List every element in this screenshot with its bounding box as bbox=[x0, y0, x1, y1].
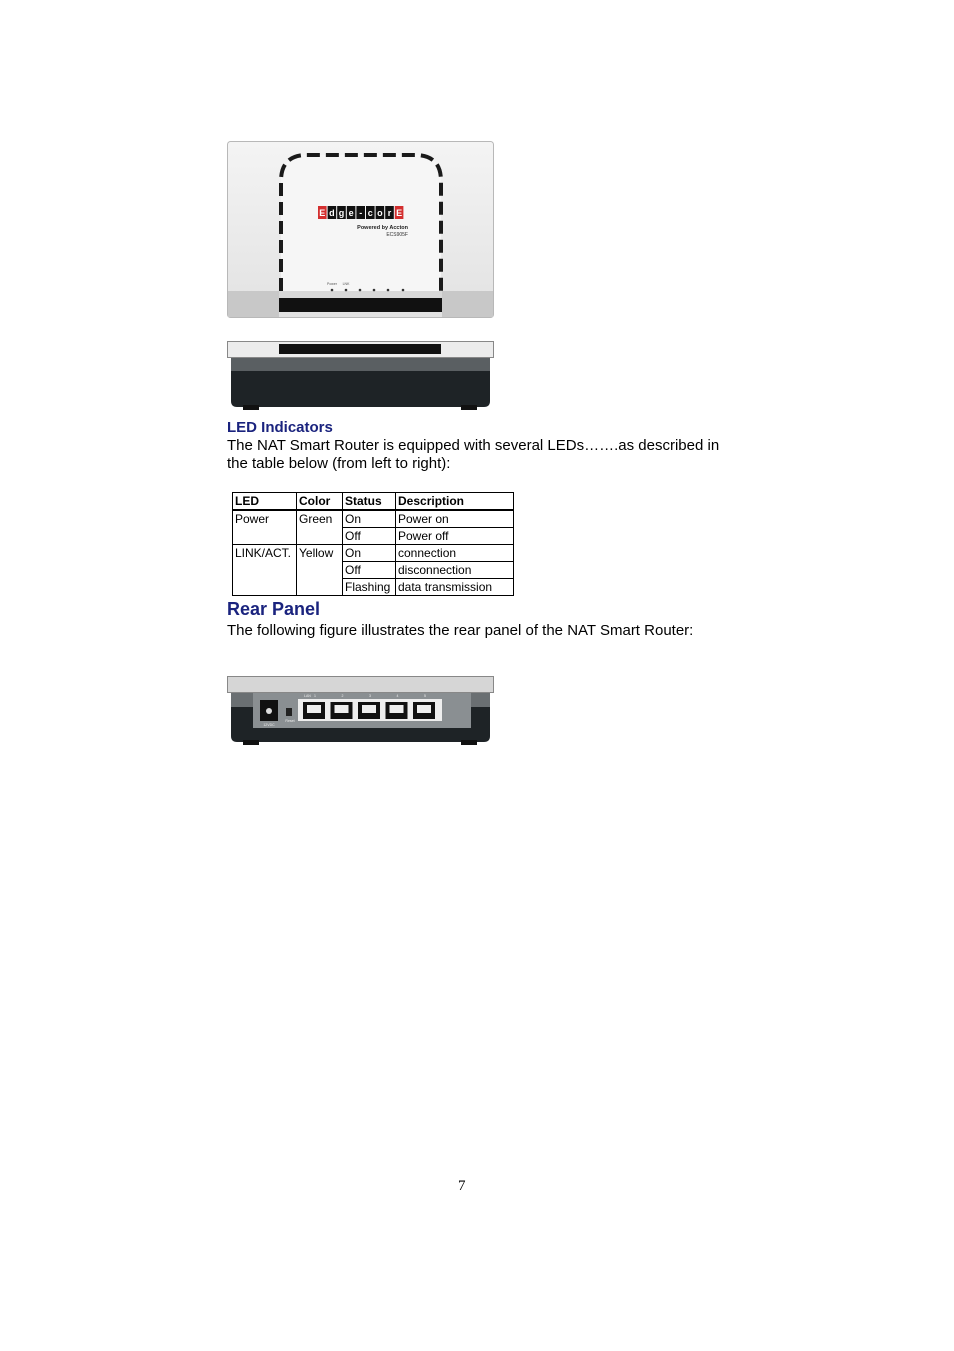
cell-status: Off bbox=[343, 528, 396, 545]
front-led-dot bbox=[387, 289, 390, 292]
cell-description: disconnection bbox=[396, 562, 514, 579]
brand-letter: g bbox=[338, 208, 345, 218]
brand-letter: d bbox=[329, 208, 335, 218]
cell-status: Off bbox=[343, 562, 396, 579]
front-led-dot bbox=[345, 289, 348, 292]
rear-port-label: 2 bbox=[341, 694, 344, 698]
front-led-dot bbox=[359, 289, 362, 292]
table-row bbox=[233, 545, 514, 562]
brand-letter: E bbox=[319, 208, 326, 218]
brand-letter: o bbox=[377, 208, 383, 218]
ethernet-port-opening bbox=[307, 705, 321, 713]
brand-letter: e bbox=[348, 208, 354, 218]
front-led-dot bbox=[373, 289, 376, 292]
brand-letter: c bbox=[367, 208, 373, 218]
rear-port-label: 3 bbox=[369, 694, 371, 698]
rear-port-label: 1 bbox=[314, 694, 316, 698]
brand-logo bbox=[318, 206, 403, 219]
cell-color: Yellow bbox=[297, 545, 343, 596]
powered-by-text: Powered by Accton bbox=[357, 225, 408, 231]
cell-status: On bbox=[343, 510, 396, 528]
brand-letter: - bbox=[359, 208, 363, 218]
led-paragraph-line-1: The NAT Smart Router is equipped with several LEDs…….as described in bbox=[227, 437, 720, 454]
ethernet-port-opening bbox=[417, 705, 431, 713]
cell-description: Power off bbox=[396, 528, 514, 545]
cell-status: Flashing bbox=[343, 579, 396, 596]
led-table bbox=[232, 492, 514, 596]
router-front-view-image bbox=[227, 341, 494, 411]
rear-port-label: 5 bbox=[424, 694, 426, 698]
cell-description: connection bbox=[396, 545, 514, 562]
ethernet-port-row bbox=[303, 702, 435, 719]
rear-port-label: 4 bbox=[396, 694, 399, 698]
router-top-view-image bbox=[227, 141, 494, 318]
front-led-label-power: Power bbox=[327, 282, 337, 286]
front-led-dot bbox=[402, 289, 405, 292]
rear-power-label: 12VDC bbox=[263, 723, 275, 727]
cell-led: LINK/ACT. bbox=[233, 545, 297, 596]
led-paragraph bbox=[227, 437, 767, 473]
cell-description: Power on bbox=[396, 510, 514, 528]
header-led: LED bbox=[233, 493, 297, 511]
cell-description: data transmission bbox=[396, 579, 514, 596]
header-description: Description bbox=[396, 493, 514, 511]
brand-letter: E bbox=[396, 208, 403, 218]
brand-letter: r bbox=[387, 208, 392, 218]
cell-status: On bbox=[343, 545, 396, 562]
table-header-row bbox=[233, 493, 514, 511]
rear-panel-heading: Rear Panel bbox=[227, 599, 321, 619]
rear-port-label: LAN bbox=[304, 694, 311, 698]
router-rear-view-image bbox=[227, 676, 494, 746]
table-row bbox=[233, 510, 514, 528]
led-paragraph-line-2: the table below (from left to right): bbox=[227, 455, 451, 472]
front-led-dot bbox=[331, 289, 334, 292]
rear-reset-label: Reset bbox=[285, 719, 295, 723]
rear-panel-paragraph: The following figure illustrates the rear panel of the NAT Smart Router: bbox=[227, 622, 694, 639]
ethernet-port-opening bbox=[335, 705, 349, 713]
ethernet-port-opening bbox=[362, 705, 376, 713]
led-indicators-heading: LED Indicators bbox=[227, 419, 333, 436]
cell-color: Green bbox=[297, 510, 343, 545]
ethernet-port-opening bbox=[390, 705, 404, 713]
cell-led: Power bbox=[233, 510, 297, 545]
header-status: Status bbox=[343, 493, 396, 511]
front-led-label-lnk: LNK bbox=[342, 282, 350, 286]
header-color: Color bbox=[297, 493, 343, 511]
model-text: ECS905F bbox=[386, 232, 408, 238]
page-number: 7 bbox=[458, 1178, 466, 1194]
